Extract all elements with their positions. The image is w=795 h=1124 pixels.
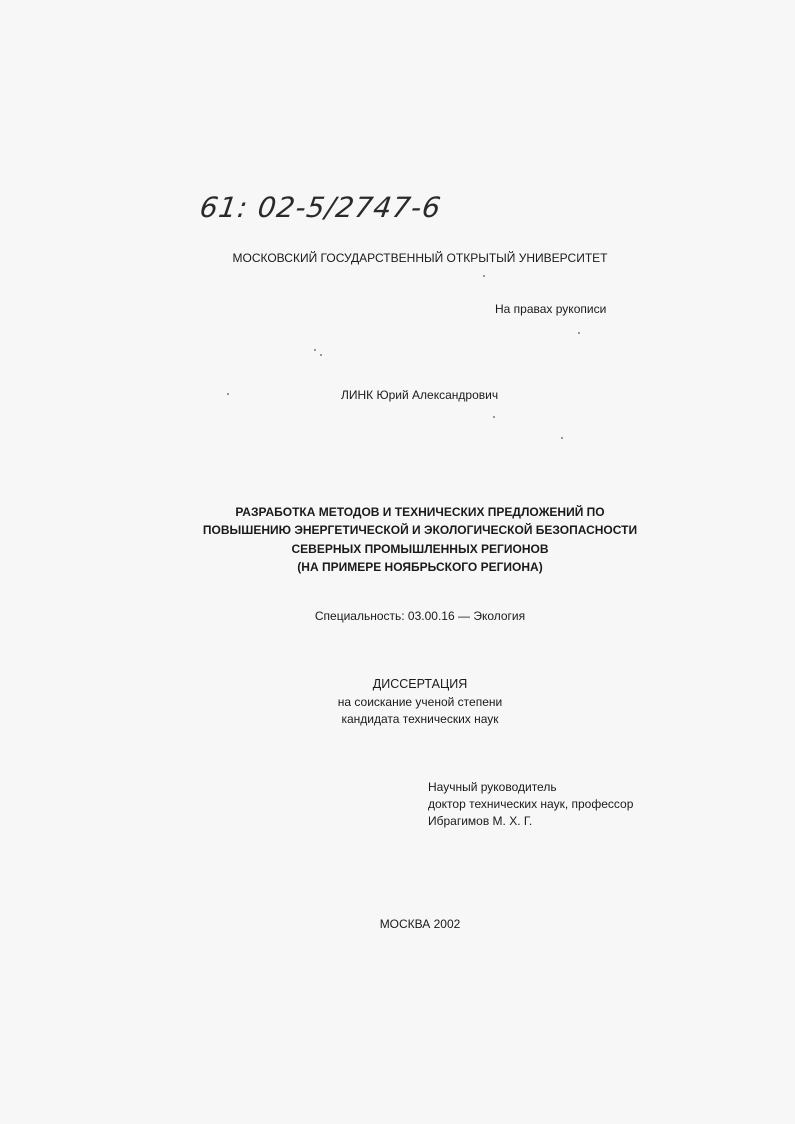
scan-speck [561,437,563,439]
scan-speck [314,349,316,351]
manuscript-note: На правах рукописи [495,302,607,316]
scan-speck [578,332,580,334]
scan-speck [493,416,495,418]
title-line: (НА ПРИМЕРЕ НОЯБРЬСКОГО РЕГИОНА) [297,559,543,574]
title-line: СЕВЕРНЫХ ПРОМЫШЛЕННЫХ РЕГИОНОВ [291,541,549,556]
degree-kind: ДИССЕРТАЦИЯ [372,677,468,691]
university-name: МОСКОВСКИЙ ГОСУДАРСТВЕННЫЙ ОТКРЫТЫЙ УНИВЕРСИТЕТ [232,251,608,265]
degree-line: на соискание ученой степени [337,694,503,709]
degree-block [70,676,770,729]
supervisor-name: Ибрагимов М. Х. Г. [428,814,533,828]
dissertation-title [70,503,770,576]
scan-speck [227,393,229,395]
specialty: Специальность: 03.00.16 — Экология [314,609,526,623]
author-name: ЛИНК Юрий Александрович [341,388,499,402]
scan-speck [320,354,322,356]
scan-speck [483,275,485,277]
supervisor-credentials: доктор технических наук, профессор [428,797,634,811]
supervisor-block [428,779,633,830]
supervisor-label: Научный руководитель [428,780,557,794]
degree-line: кандидата технических наук [341,712,499,726]
handwritten-registry-number: 61: 02-5/2747-6 [197,191,444,224]
title-line: РАЗРАБОТКА МЕТОДОВ И ТЕХНИЧЕСКИХ ПРЕДЛОЖЕНИЙ ПО [235,505,605,519]
city-year: МОСКВА 2002 [379,917,461,931]
title-line: ПОВЫШЕНИЮ ЭНЕРГЕТИЧЕСКОЙ И ЭКОЛОГИЧЕСКОЙ БЕЗОПАСНОСТИ [202,523,638,538]
